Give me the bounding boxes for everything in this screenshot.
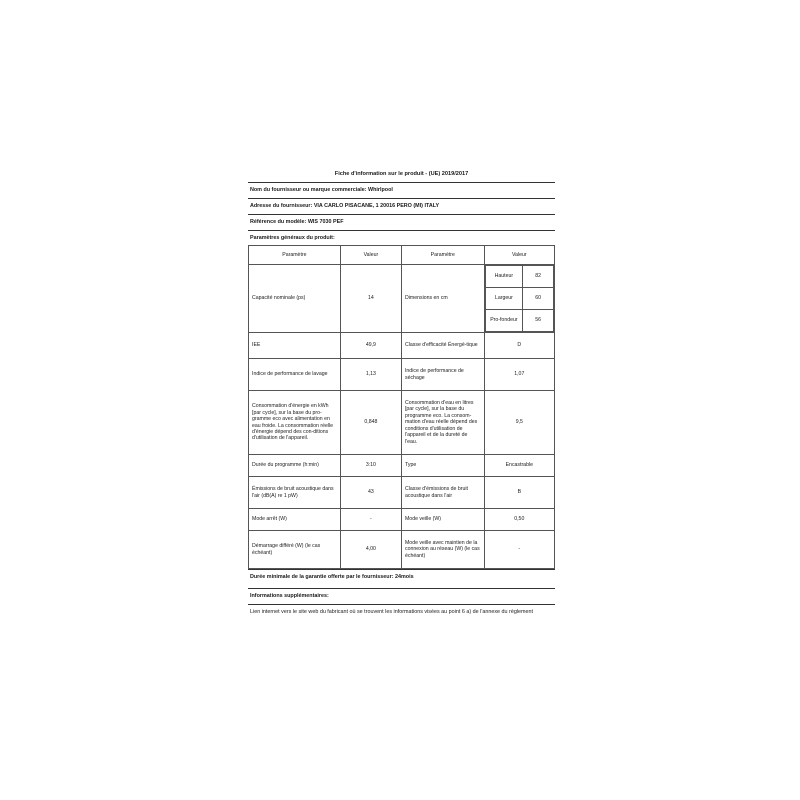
table-row — [249, 477, 555, 509]
param-label: Mode arrêt (W) — [249, 509, 341, 531]
param-label: Mode veille avec maintien de la connexion au réseau (W) (le cas échéant) — [401, 531, 484, 569]
capacity-value: 14 — [340, 265, 401, 333]
dimension-row — [485, 310, 553, 332]
product-information-sheet — [248, 168, 555, 620]
param-value: - — [340, 509, 401, 531]
param-label: Émissions de bruit acoustique dans l'air (dB(A) re 1 pW) — [249, 477, 341, 509]
param-value: 1,07 — [484, 359, 554, 391]
param-value: 43 — [340, 477, 401, 509]
table-header-row — [249, 246, 555, 265]
param-label: Classe d'émissions de bruit acoustique dans l'air — [401, 477, 484, 509]
dimension-row — [485, 288, 553, 310]
param-value: 49,9 — [340, 333, 401, 359]
param-value: 9,5 — [484, 391, 554, 455]
dimension-name: Largeur — [485, 288, 523, 310]
manufacturer-link-row — [248, 604, 555, 620]
param-label: Consommation d'eau en litres [par cycle], sur la base du programme eco. La consom-mation d'eau réelle dépend des conditions d'utilisation de l'appareil et de la dureté de l'eau. — [401, 391, 484, 455]
param-value: - — [484, 531, 554, 569]
table-row — [249, 391, 555, 455]
model-label: Référence du modèle: — [250, 219, 307, 225]
capacity-label: Capacité nominale (ps) — [249, 265, 341, 333]
general-params-row — [248, 230, 555, 245]
param-value: 3:10 — [340, 455, 401, 477]
supplier-row — [248, 182, 555, 198]
param-label: Indice de performance de lavage — [249, 359, 341, 391]
manufacturer-link-text: Lien internet vers le site web du fabricant où se trouvent les informations visées au point 6 a) de l'annexe du règlement — [250, 609, 534, 615]
additional-info-label: Informations supplémentaires: — [250, 593, 329, 599]
param-label: Type — [401, 455, 484, 477]
model-row — [248, 214, 555, 230]
table-row — [249, 531, 555, 569]
dimension-value: 82 — [523, 266, 554, 288]
address-value: VIA CARLO PISACANE, 1 20016 PERO (MI) ITALY — [313, 203, 440, 209]
param-label: Durée du programme (h:min) — [249, 455, 341, 477]
param-value: Encastrable — [484, 455, 554, 477]
dimensions-subtable — [485, 265, 554, 332]
dimension-value: 60 — [523, 288, 554, 310]
dimension-name: Hauteur — [485, 266, 523, 288]
param-label: Démarrage différé (W) (le cas échéant) — [249, 531, 341, 569]
supplier-value: Whirlpool — [368, 187, 393, 193]
model-value: WIS 7030 PEF — [307, 219, 344, 225]
param-value: 0,848 — [340, 391, 401, 455]
supplier-label: Nom du fournisseur ou marque commerciale: — [250, 187, 367, 193]
table-row — [249, 455, 555, 477]
additional-info-row — [248, 588, 555, 604]
table-row — [249, 333, 555, 359]
table-row — [249, 265, 555, 333]
dimension-row — [485, 266, 553, 288]
param-value: 1,13 — [340, 359, 401, 391]
header-valeur-2: Valeur — [484, 246, 554, 265]
param-value: B — [484, 477, 554, 509]
address-label: Adresse du fournisseur: — [250, 203, 313, 209]
header-parametre-2: Paramètre — [401, 246, 484, 265]
param-label: IEE — [249, 333, 341, 359]
header-valeur-1: Valeur — [340, 246, 401, 265]
param-value: 0,50 — [484, 509, 554, 531]
param-label: Consommation d'énergie en kWh [par cycle], sur la base du pro-gramme eco avec alimentation en eau froide. La consommation réelle d'énergie dépend des con-ditions d'utilisation de l'appareil. — [249, 391, 341, 455]
general-params-label: Paramètres généraux du produit: — [250, 235, 335, 241]
dimensions-label: Dimensions en cm — [401, 265, 484, 333]
table-row — [249, 509, 555, 531]
dimension-name: Pro-fondeur — [485, 310, 523, 332]
param-label: Mode veille (W) — [401, 509, 484, 531]
warranty-row — [248, 569, 555, 585]
address-row — [248, 198, 555, 214]
parameters-table — [248, 245, 555, 569]
param-value: D — [484, 333, 554, 359]
param-label: Indice de performance de séchage — [401, 359, 484, 391]
header-parametre-1: Paramètre — [249, 246, 341, 265]
sheet-title: Fiche d'information sur le produit - (UE) 2019/2017 — [334, 171, 469, 177]
dimension-value: 56 — [523, 310, 554, 332]
warranty-text: Durée minimale de la garantie offerte par le fournisseur: 24mois — [250, 574, 414, 580]
table-row — [249, 359, 555, 391]
param-label: Classe d'efficacité Énergé-tique — [401, 333, 484, 359]
param-value: 4,00 — [340, 531, 401, 569]
